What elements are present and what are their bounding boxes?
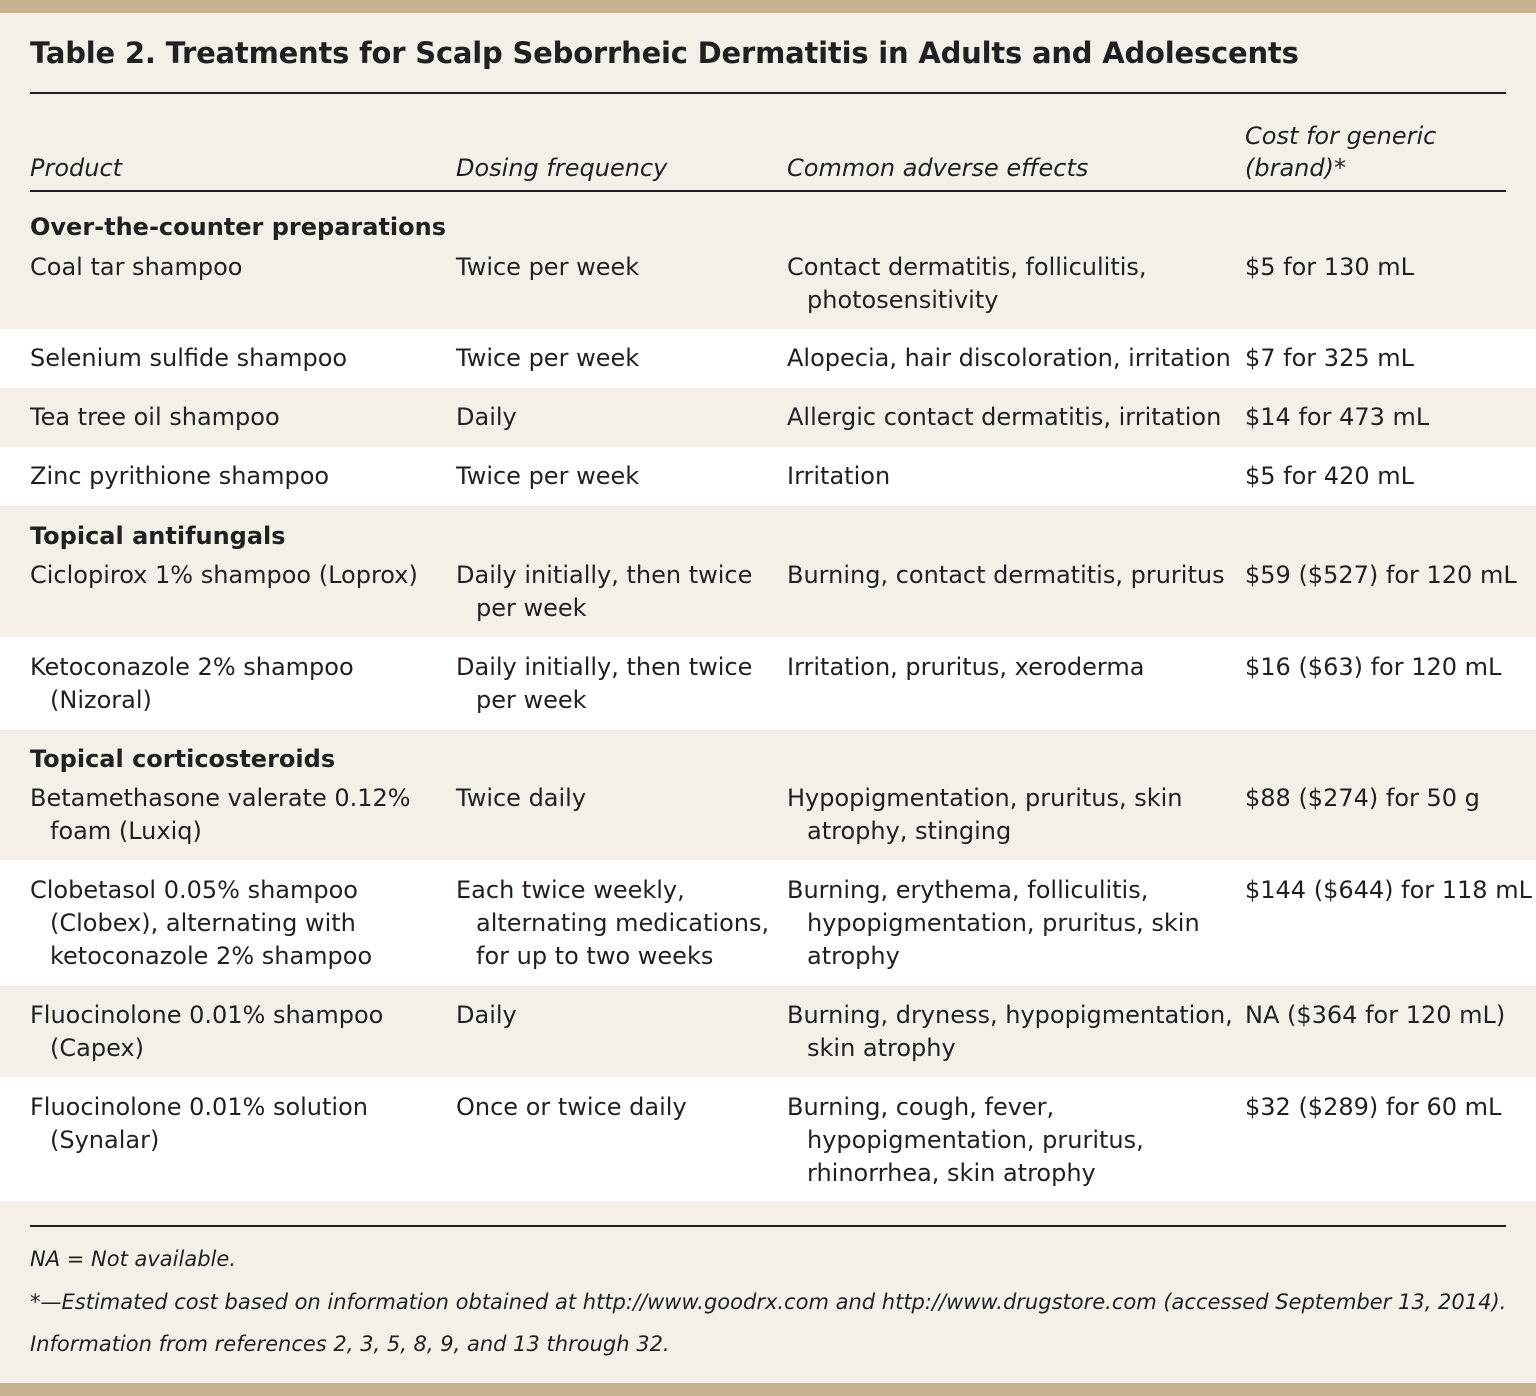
cell-line: Each twice weekly, bbox=[456, 876, 685, 904]
cell-line: Burning, erythema, folliculitis, bbox=[787, 876, 1149, 904]
cell-line: atrophy bbox=[807, 942, 900, 970]
header-dosing-frequency: Dosing frequency bbox=[456, 154, 668, 182]
cell-dosing bbox=[456, 342, 639, 375]
cell-adverse bbox=[787, 559, 1225, 592]
cell-line: Twice per week bbox=[456, 344, 640, 372]
header-rule bbox=[30, 190, 1506, 192]
cell-line: NA ($364 for 120 mL) bbox=[1245, 1001, 1506, 1029]
cell-line: Twice per week bbox=[456, 462, 640, 490]
cell-line: $16 ($63) for 120 mL bbox=[1245, 653, 1502, 681]
cell-cost bbox=[1245, 251, 1414, 284]
cell-cost bbox=[1245, 999, 1505, 1032]
cell-line: Hypopigmentation, pruritus, skin bbox=[787, 784, 1183, 812]
cell-cost bbox=[1245, 401, 1429, 434]
bottom-border-band bbox=[0, 1383, 1536, 1396]
table-row bbox=[0, 860, 1536, 986]
cell-line: ketoconazole 2% shampoo bbox=[50, 942, 373, 970]
cell-line: Ketoconazole 2% shampoo bbox=[30, 653, 354, 681]
cell-dosing bbox=[456, 1091, 687, 1124]
cell-adverse bbox=[787, 251, 1147, 317]
cell-line: Ciclopirox 1% shampoo (Loprox) bbox=[30, 561, 418, 589]
cell-line: foam (Luxiq) bbox=[50, 817, 202, 845]
cell-line: $59 ($527) for 120 mL bbox=[1245, 561, 1517, 589]
cell-product bbox=[30, 651, 354, 717]
cell-line: Clobetasol 0.05% shampoo bbox=[30, 876, 358, 904]
footer-rule bbox=[30, 1225, 1506, 1227]
cell-product bbox=[30, 1091, 368, 1157]
cell-adverse bbox=[787, 1091, 1144, 1190]
cell-line: Burning, contact dermatitis, pruritus bbox=[787, 561, 1225, 589]
table-row bbox=[0, 1077, 1536, 1201]
cell-line: Once or twice daily bbox=[456, 1093, 687, 1121]
cell-line: $5 for 420 mL bbox=[1245, 462, 1414, 490]
cell-line: Coal tar shampoo bbox=[30, 253, 243, 281]
cell-adverse bbox=[787, 460, 890, 493]
footnote-references: Information from references 2, 3, 5, 8, 9, and 13 through 32. bbox=[30, 1332, 670, 1356]
cell-dosing bbox=[456, 251, 639, 284]
cell-dosing bbox=[456, 874, 769, 973]
cell-dosing bbox=[456, 651, 752, 717]
cell-adverse bbox=[787, 401, 1221, 434]
cell-line: (Nizoral) bbox=[50, 686, 152, 714]
table-row bbox=[0, 388, 1536, 447]
cell-dosing bbox=[456, 460, 639, 493]
footnote-abbreviation: NA = Not available. bbox=[30, 1247, 236, 1271]
cell-cost bbox=[1245, 460, 1414, 493]
cell-line: Daily bbox=[456, 403, 517, 431]
cell-dosing bbox=[456, 559, 752, 625]
cell-product bbox=[30, 251, 242, 284]
cell-line: $144 ($644) for 118 mL bbox=[1245, 876, 1532, 904]
table-row bbox=[0, 329, 1536, 388]
cell-line: Irritation bbox=[787, 462, 891, 490]
header-adverse-effects: Common adverse effects bbox=[787, 154, 1089, 182]
cell-line: Allergic contact dermatitis, irritation bbox=[787, 403, 1222, 431]
table-row bbox=[0, 986, 1536, 1077]
footnote-cost-source: *—Estimated cost based on information obtained at http://www.goodrx.com and http://www.drugstore.com (accessed September 13, 2014). bbox=[30, 1290, 1507, 1314]
cell-adverse bbox=[787, 651, 1144, 684]
cell-adverse bbox=[787, 782, 1183, 848]
section-heading-corticosteroids: Topical corticosteroids bbox=[30, 745, 336, 773]
header-cost-line-1: Cost for generic bbox=[1245, 122, 1437, 150]
cell-dosing bbox=[456, 401, 517, 434]
cell-cost bbox=[1245, 559, 1517, 592]
cell-line: Zinc pyrithione shampoo bbox=[30, 462, 330, 490]
cell-adverse bbox=[787, 999, 1233, 1065]
cell-cost bbox=[1245, 782, 1480, 815]
cell-line: Burning, cough, fever, bbox=[787, 1093, 1055, 1121]
cell-line: photosensitivity bbox=[807, 286, 999, 314]
cell-line: hypopigmentation, pruritus, skin bbox=[807, 909, 1200, 937]
cell-line: per week bbox=[476, 686, 587, 714]
table-row bbox=[0, 447, 1536, 506]
cell-line: Daily initially, then twice bbox=[456, 653, 753, 681]
cell-line: Irritation, pruritus, xeroderma bbox=[787, 653, 1145, 681]
cell-line: hypopigmentation, pruritus, bbox=[807, 1126, 1144, 1154]
section-heading-otc: Over-the-counter preparations bbox=[30, 213, 447, 241]
cell-line: Twice daily bbox=[456, 784, 587, 812]
table-row bbox=[0, 637, 1536, 730]
header-cost-line-2: (brand)* bbox=[1245, 154, 1346, 182]
cell-line: Fluocinolone 0.01% shampoo bbox=[30, 1001, 384, 1029]
header-product: Product bbox=[30, 154, 123, 182]
cell-dosing bbox=[456, 782, 586, 815]
cell-line: Contact dermatitis, folliculitis, bbox=[787, 253, 1147, 281]
cell-product bbox=[30, 874, 372, 973]
cell-line: Alopecia, hair discoloration, irritation bbox=[787, 344, 1231, 372]
cell-line: $5 for 130 mL bbox=[1245, 253, 1414, 281]
cell-line: Daily initially, then twice bbox=[456, 561, 753, 589]
table-row bbox=[0, 559, 1536, 637]
cell-line: Burning, dryness, hypopigmentation, bbox=[787, 1001, 1233, 1029]
cell-cost bbox=[1245, 342, 1414, 375]
cell-line: Tea tree oil shampoo bbox=[30, 403, 280, 431]
cell-line: Selenium sulfide shampoo bbox=[30, 344, 348, 372]
cell-line: for up to two weeks bbox=[476, 942, 714, 970]
cell-product bbox=[30, 342, 347, 375]
section-heading-antifungals: Topical antifungals bbox=[30, 522, 286, 550]
cell-line: (Clobex), alternating with bbox=[50, 909, 356, 937]
cell-product bbox=[30, 401, 280, 434]
title-rule bbox=[30, 92, 1506, 94]
cell-product bbox=[30, 559, 418, 592]
cell-line: per week bbox=[476, 594, 587, 622]
cell-product bbox=[30, 999, 383, 1065]
cell-line: Daily bbox=[456, 1001, 517, 1029]
table-row bbox=[0, 782, 1536, 860]
cell-line: $14 for 473 mL bbox=[1245, 403, 1430, 431]
cell-line: (Capex) bbox=[50, 1034, 144, 1062]
cell-dosing bbox=[456, 999, 517, 1032]
table-title: Table 2. Treatments for Scalp Seborrheic Dermatitis in Adults and Adolescents bbox=[30, 36, 1299, 70]
cell-line: atrophy, stinging bbox=[807, 817, 1012, 845]
cell-cost bbox=[1245, 874, 1532, 907]
cell-line: $7 for 325 mL bbox=[1245, 344, 1414, 372]
cell-cost bbox=[1245, 651, 1501, 684]
cell-line: (Synalar) bbox=[50, 1126, 160, 1154]
cell-line: $88 ($274) for 50 g bbox=[1245, 784, 1480, 812]
cell-line: skin atrophy bbox=[807, 1034, 956, 1062]
cell-adverse bbox=[787, 874, 1200, 973]
cell-adverse bbox=[787, 342, 1231, 375]
cell-line: $32 ($289) for 60 mL bbox=[1245, 1093, 1502, 1121]
cell-product bbox=[30, 460, 329, 493]
cell-product bbox=[30, 782, 411, 848]
cell-line: Twice per week bbox=[456, 253, 640, 281]
top-border-band bbox=[0, 0, 1536, 13]
cell-line: Fluocinolone 0.01% solution bbox=[30, 1093, 368, 1121]
cell-cost bbox=[1245, 1091, 1501, 1124]
cell-line: Betamethasone valerate 0.12% bbox=[30, 784, 411, 812]
cell-line: rhinorrhea, skin atrophy bbox=[807, 1159, 1096, 1187]
table-row bbox=[0, 251, 1536, 329]
cell-line: alternating medications, bbox=[476, 909, 770, 937]
